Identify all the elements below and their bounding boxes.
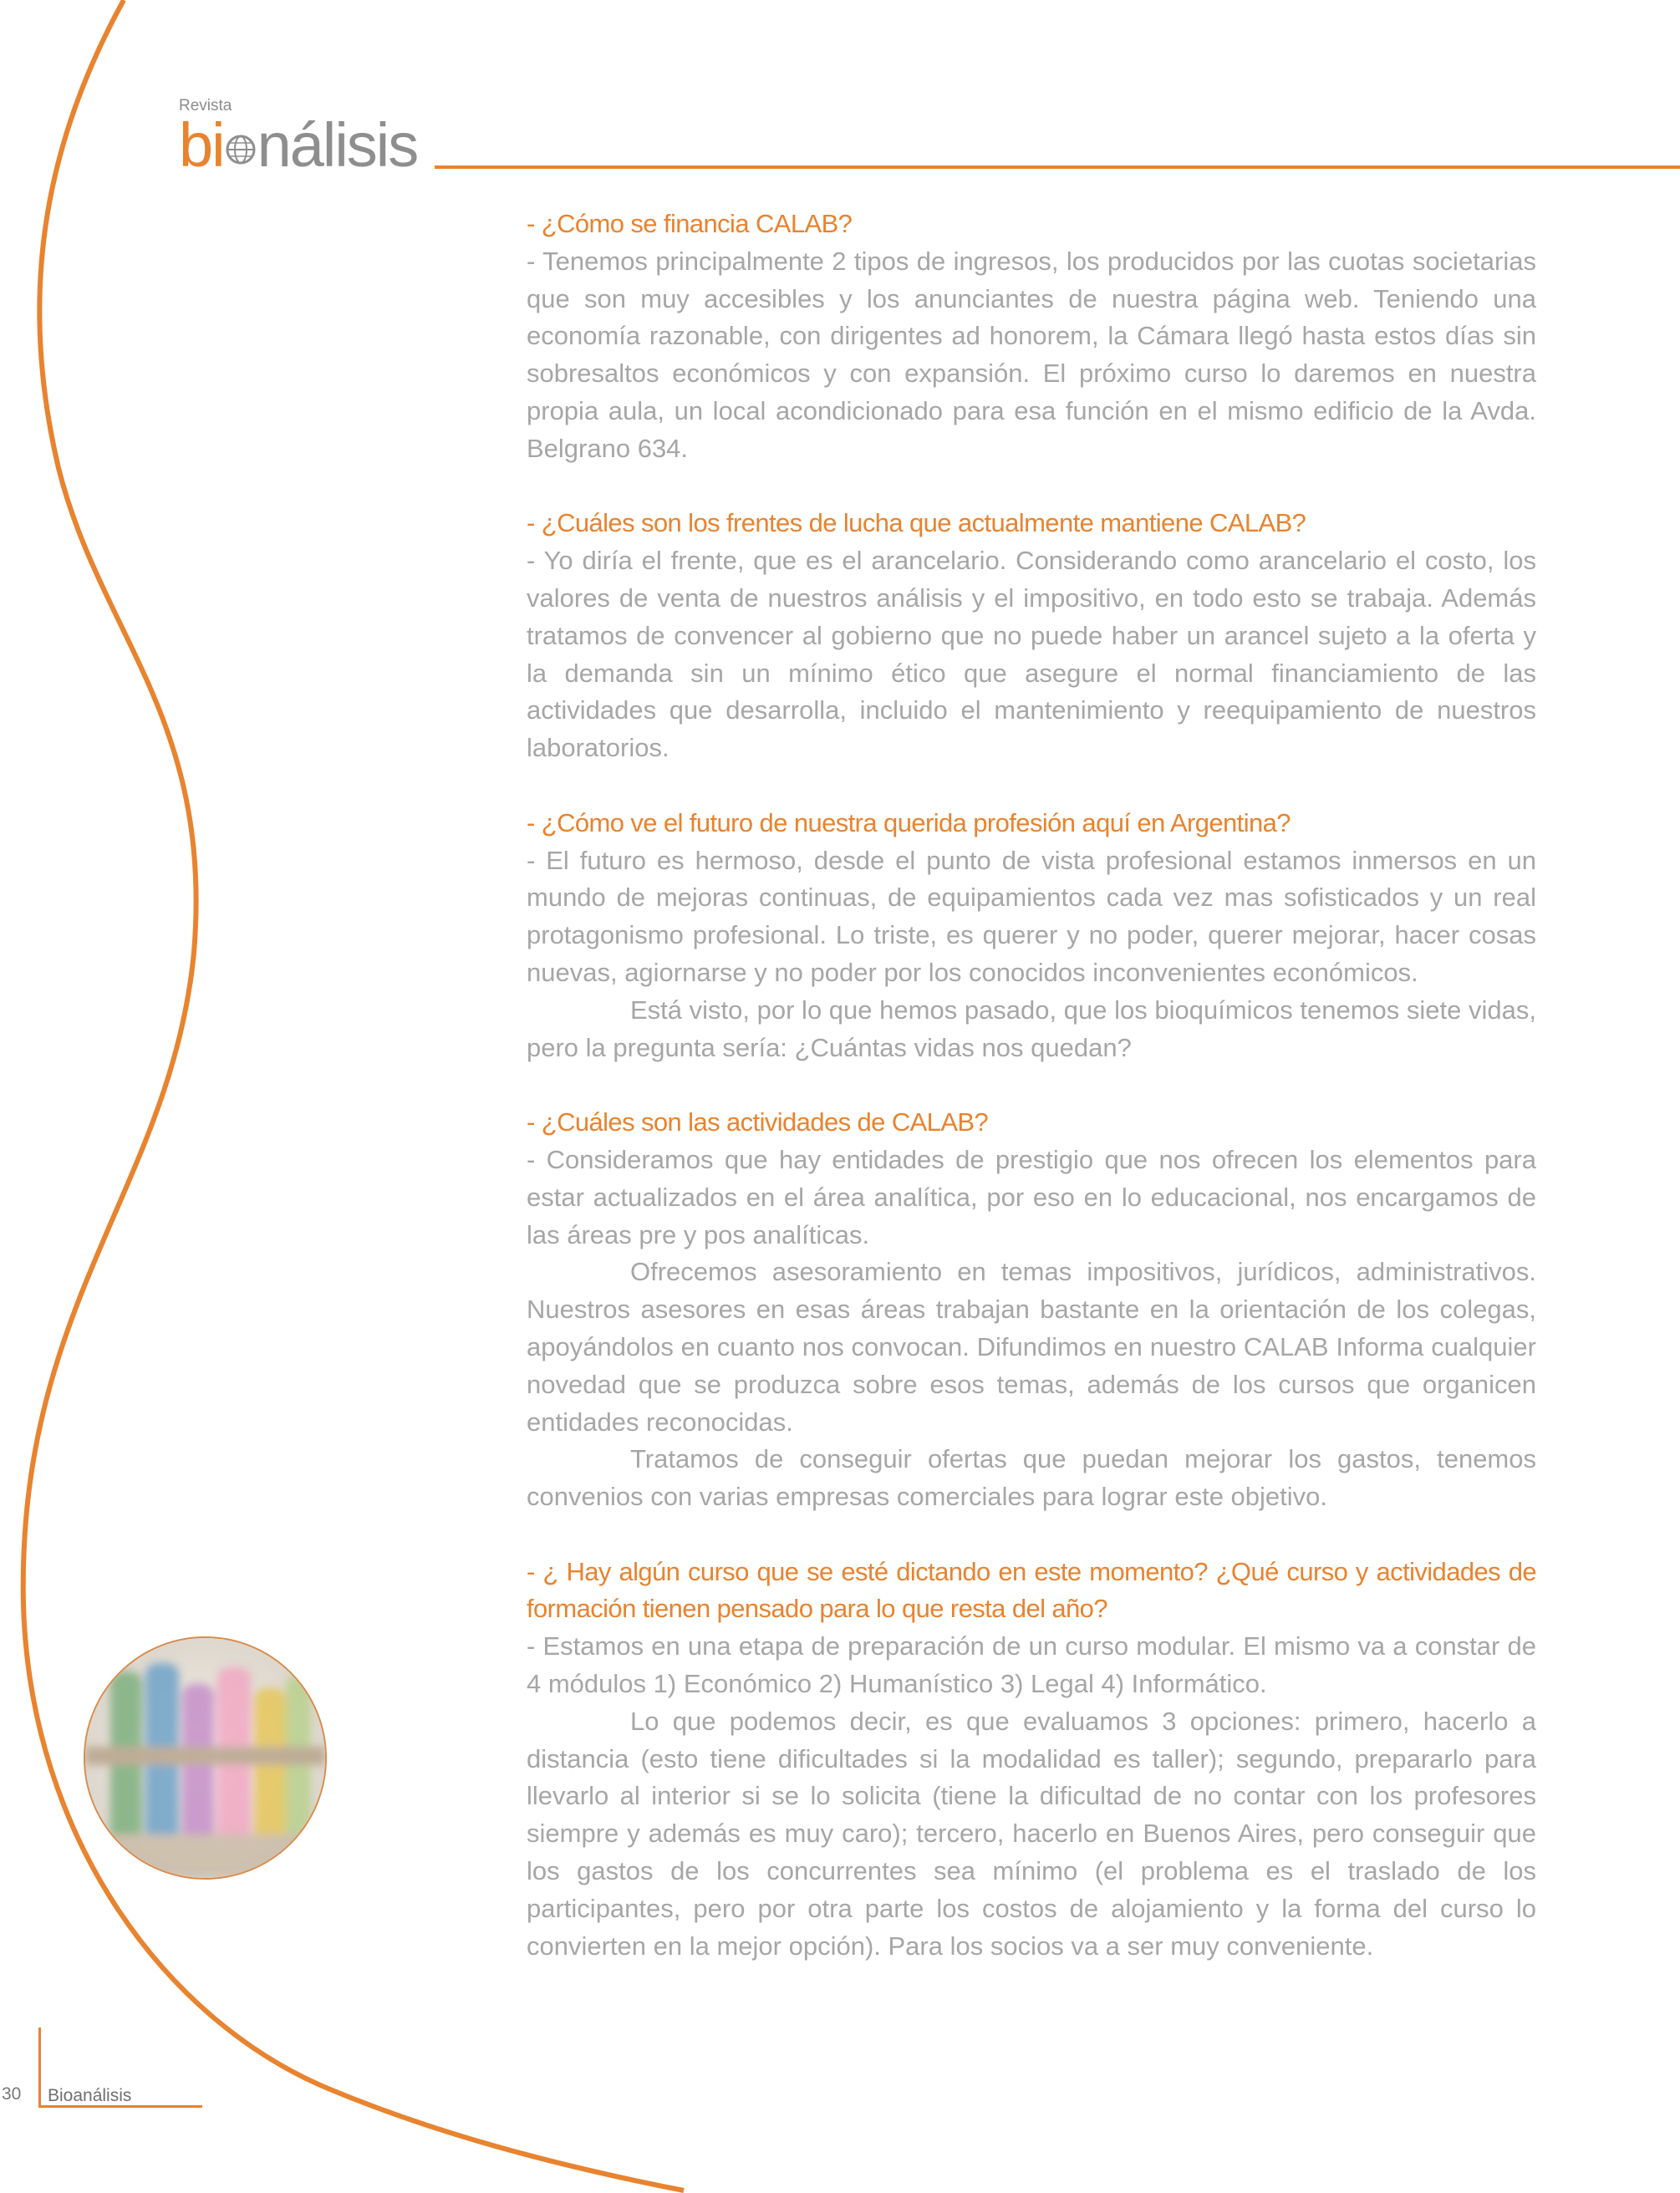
logo-rest-text: nálisis bbox=[257, 110, 418, 180]
answer-4-paragraph-2: Ofrecemos asesoramiento en temas impositivos, jurídicos, administrativos. Nuestros asesores en esas áreas trabajan bastante en la orientación de los colegas, apoyándolos en cuanto nos convocan. Difundimos en nuestro CALAB Informa cualquier novedad que se produzca sobre esos temas, además de los cursos que organicen entidades reconocidas. bbox=[527, 1257, 1536, 1437]
test-tubes-illustration bbox=[85, 1638, 325, 1878]
answer-4-paragraph-3: Tratamos de conseguir ofertas que puedan mejorar los gastos, tenemos convenios con varias empresas comerciales para lograr este objetivo. bbox=[527, 1444, 1536, 1512]
logo-wordmark bbox=[179, 112, 417, 179]
header-rule bbox=[435, 165, 1680, 169]
magazine-logo bbox=[179, 97, 430, 180]
footer-label: Bioanálisis bbox=[48, 2086, 132, 2105]
section-gap bbox=[527, 1516, 1536, 1554]
question-2: - ¿Cuáles son los frentes de lucha que actualmente mantiene CALAB? bbox=[527, 508, 1306, 538]
question-3: - ¿Cómo ve el futuro de nuestra querida profesión aquí en Argentina? bbox=[527, 807, 1291, 837]
section-gap bbox=[527, 1066, 1536, 1104]
question-5: - ¿ Hay algún curso que se esté dictando en este momento? ¿Qué curso y actividades de formación tienen pensado para lo que resta del año? bbox=[527, 1556, 1536, 1624]
footer-vertical-rule bbox=[38, 2028, 41, 2108]
page-number: 30 bbox=[2, 2084, 22, 2104]
test-tubes-photo bbox=[84, 1636, 327, 1880]
answer-5: - Estamos en una etapa de preparación de un curso modular. El mismo va a constar de 4 módulos 1) Económico 2) Humanístico 3) Legal 4) Informático. bbox=[527, 1631, 1536, 1699]
answer-2: - Yo diría el frente, que es el arancelario. Considerando como arancelario el costo, los valores de venta de nuestros análisis y el impositivo, en todo esto se trabaja. Además tratamos de convencer al gobierno que no puede haber un arancel sujeto a la oferta y la demanda sin un mínimo ético que asegure el normal financiamiento de las actividades que desarrolla, incluido el mantenimiento y reequipamiento de nuestros laboratorios. bbox=[527, 546, 1536, 763]
article-body bbox=[527, 206, 1536, 1965]
question-1: - ¿Cómo se financia CALAB? bbox=[527, 209, 853, 238]
answer-4: - Consideramos que hay entidades de prestigio que nos ofrecen los elementos para estar actualizados en el área analítica, por eso en lo educacional, nos encargamos de las áreas pre y pos analíticas. bbox=[527, 1144, 1536, 1249]
answer-3: - El futuro es hermoso, desde el punto de vista profesional estamos inmersos en un mundo de mejoras continuas, de equipamientos cada vez mas sofisticados y un real protagonismo profesional. Lo triste, es querer y no poder, querer mejorar, hacer cosas nuevas, agiornarse y no poder por los conocidos inconvenientes económicos. bbox=[527, 845, 1536, 987]
question-4: - ¿Cuáles son las actividades de CALAB? bbox=[527, 1107, 989, 1137]
answer-1: - Tenemos principalmente 2 tipos de ingresos, los producidos por las cuotas societarias que son muy accesibles y los anunciantes de nuestra página web. Teniendo una economía razonable, con dirigentes ad honorem, la Cámara llegó hasta estos días sin sobresaltos económicos y con expansión. El próximo curso lo daremos en nuestra propia aula, un local acondicionado para esa función en el mismo edificio de la Avda. Belgrano 634. bbox=[527, 246, 1536, 463]
logo-revista-label: Revista bbox=[179, 97, 232, 114]
answer-5-paragraph-2: Lo que podemos decir, es que evaluamos 3 opciones: primero, hacerlo a distancia (esto tiene dificultades si la modalidad es taller); segundo, prepararlo para llevarlo al interior si se lo solicita (tiene la dificultad de no contar con los profesores siempre y además es muy caro); tercero, hacerlo en Buenos Aires, pero conseguir que los gastos de los concurrentes sea mínimo (el problema es el traslado de los participantes, pero por otra parte los costos de alojamiento y la forma del curso lo convierten en la mejor opción). Para los socios va a ser muy conveniente. bbox=[527, 1706, 1536, 1961]
answer-3-paragraph-2: Está visto, por lo que hemos pasado, que los bioquímicos tenemos siete vidas, pero la pregunta sería: ¿Cuántas vidas nos quedan? bbox=[527, 995, 1536, 1062]
logo-accent-text: bi bbox=[179, 110, 224, 180]
section-gap bbox=[527, 767, 1536, 805]
globe-icon bbox=[225, 134, 257, 165]
section-gap bbox=[527, 468, 1536, 506]
